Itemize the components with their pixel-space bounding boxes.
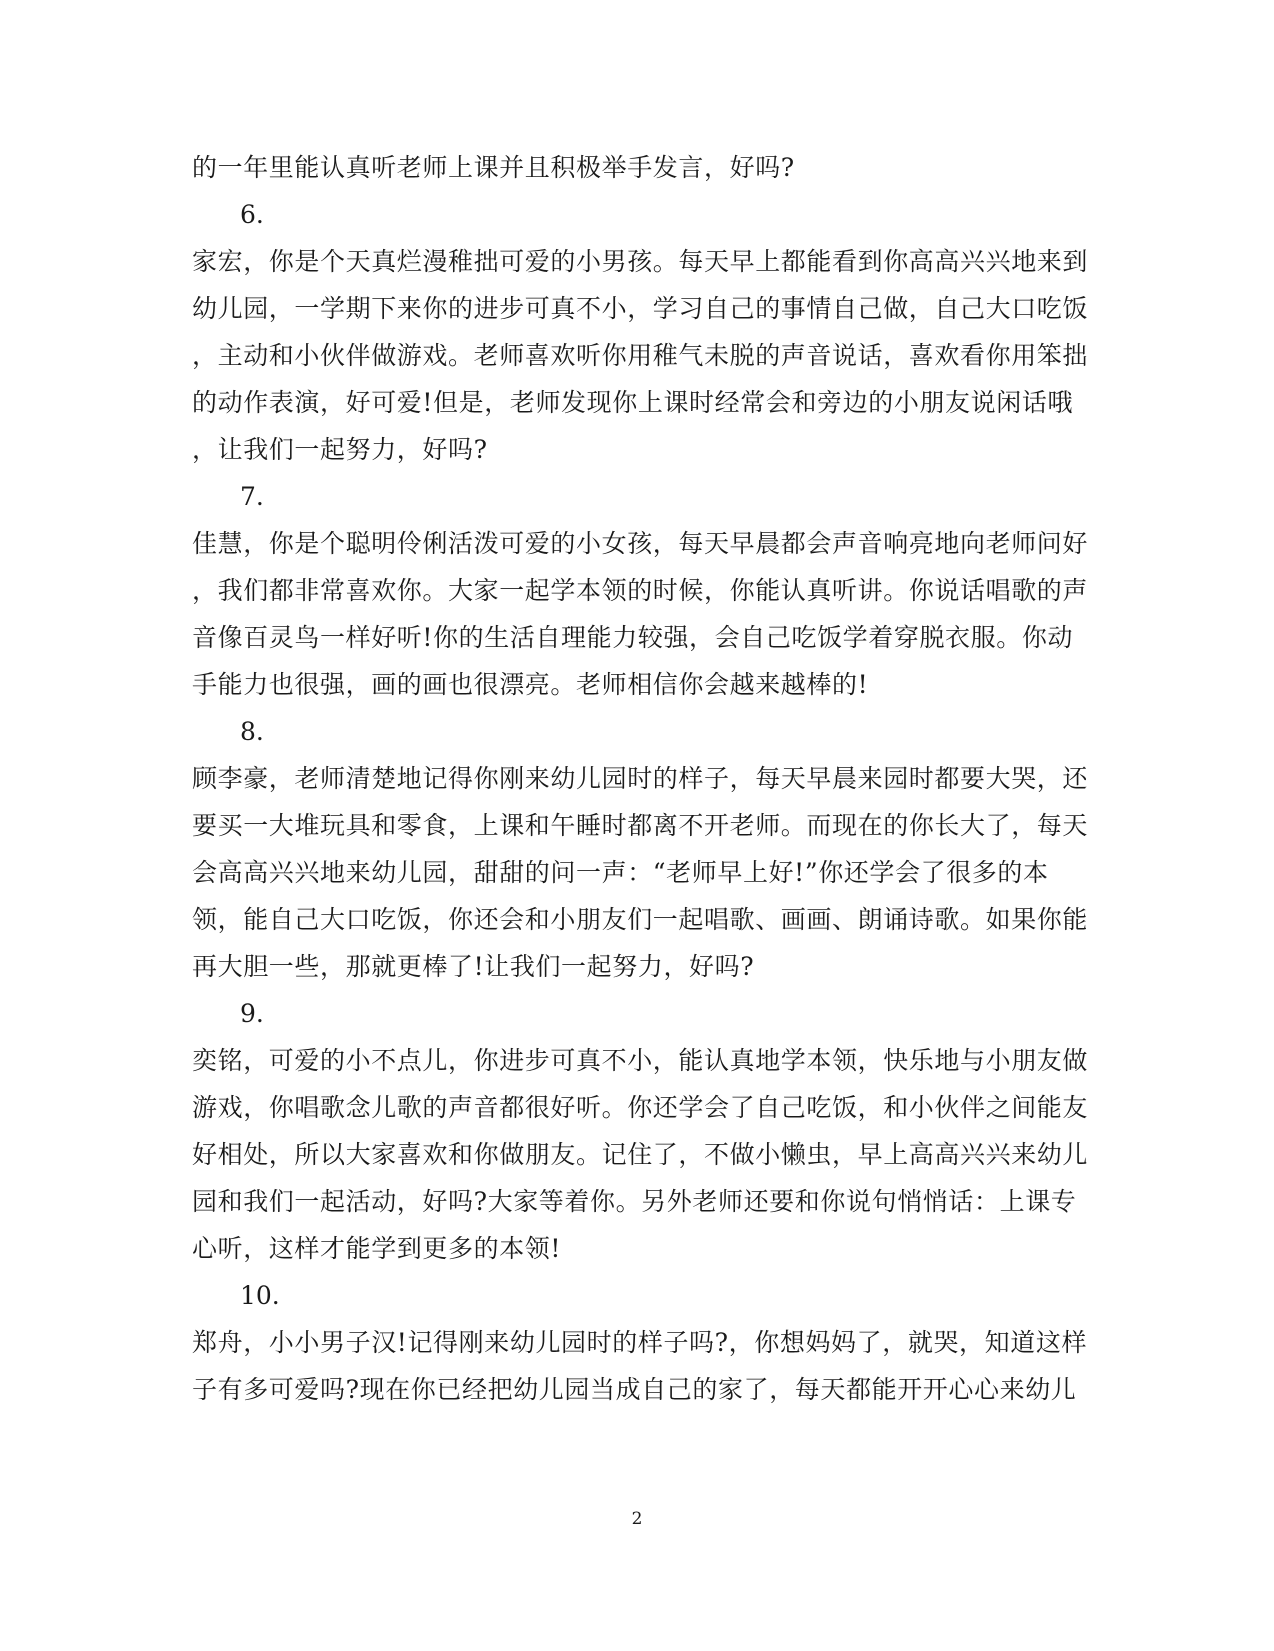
- text-line: 幼儿园，一学期下来你的进步可真不小，学习自己的事情自己做，自己大口吃饭: [192, 294, 1089, 323]
- item-number: 9.: [240, 999, 264, 1028]
- item-number: 8.: [240, 717, 264, 746]
- text-line: 会高高兴兴地来幼儿园，甜甜的问一声：“老师早上好!”你还学会了很多的本: [192, 858, 1049, 887]
- text-line: 领，能自己大口吃饭，你还会和小朋友们一起唱歌、画画、朗诵诗歌。如果你能: [192, 905, 1089, 934]
- item-number: 6.: [240, 200, 264, 229]
- text-line: 郑舟，小小男子汉!记得刚来幼儿园时的样子吗?，你想妈妈了，就哭，知道这样: [192, 1328, 1088, 1357]
- text-line: ，主动和小伙伴做游戏。老师喜欢听你用稚气未脱的声音说话，喜欢看你用笨拙: [192, 341, 1089, 370]
- text-line: ，我们都非常喜欢你。大家一起学本领的时候，你能认真听讲。你说话唱歌的声: [192, 576, 1089, 605]
- text-line: 家宏，你是个天真烂漫稚拙可爱的小男孩。每天早上都能看到你高高兴兴地来到: [192, 247, 1089, 276]
- text-line: 再大胆一些，那就更棒了!让我们一起努力，好吗?: [192, 952, 755, 981]
- page-number: 2: [631, 1509, 643, 1529]
- text-line: 游戏，你唱歌念儿歌的声音都很好听。你还学会了自己吃饭，和小伙伴之间能友: [192, 1093, 1089, 1122]
- text-line: 的一年里能认真听老师上课并且积极举手发言，好吗?: [192, 153, 795, 182]
- text-line: 音像百灵鸟一样好听!你的生活自理能力较强，会自己吃饭学着穿脱衣服。你动: [192, 623, 1074, 652]
- text-line: 心听，这样才能学到更多的本领!: [192, 1234, 562, 1263]
- item-number: 7.: [240, 482, 264, 511]
- item-number: 10.: [240, 1281, 280, 1310]
- text-line: 奕铭，可爱的小不点儿，你进步可真不小，能认真地学本领，快乐地与小朋友做: [192, 1046, 1089, 1075]
- text-line: 要买一大堆玩具和零食，上课和午睡时都离不开老师。而现在的你长大了，每天: [192, 811, 1089, 840]
- text-line: 的动作表演，好可爱!但是，老师发现你上课时经常会和旁边的小朋友说闲话哦: [192, 388, 1074, 417]
- text-line: 手能力也很强，画的画也很漂亮。老师相信你会越来越棒的!: [192, 670, 869, 699]
- text-line: 顾李豪，老师清楚地记得你刚来幼儿园时的样子，每天早晨来园时都要大哭，还: [192, 764, 1089, 793]
- text-line: 佳慧，你是个聪明伶俐活泼可爱的小女孩，每天早晨都会声音响亮地向老师问好: [192, 529, 1089, 558]
- text-line: 子有多可爱吗?现在你已经把幼儿园当成自己的家了，每天都能开开心心来幼儿: [192, 1375, 1077, 1404]
- text-line: ，让我们一起努力，好吗?: [192, 435, 488, 464]
- text-line: 好相处，所以大家喜欢和你做朋友。记住了，不做小懒虫，早上高高兴兴来幼儿: [192, 1140, 1089, 1169]
- text-line: 园和我们一起活动，好吗?大家等着你。另外老师还要和你说句悄悄话：上课专: [192, 1187, 1077, 1216]
